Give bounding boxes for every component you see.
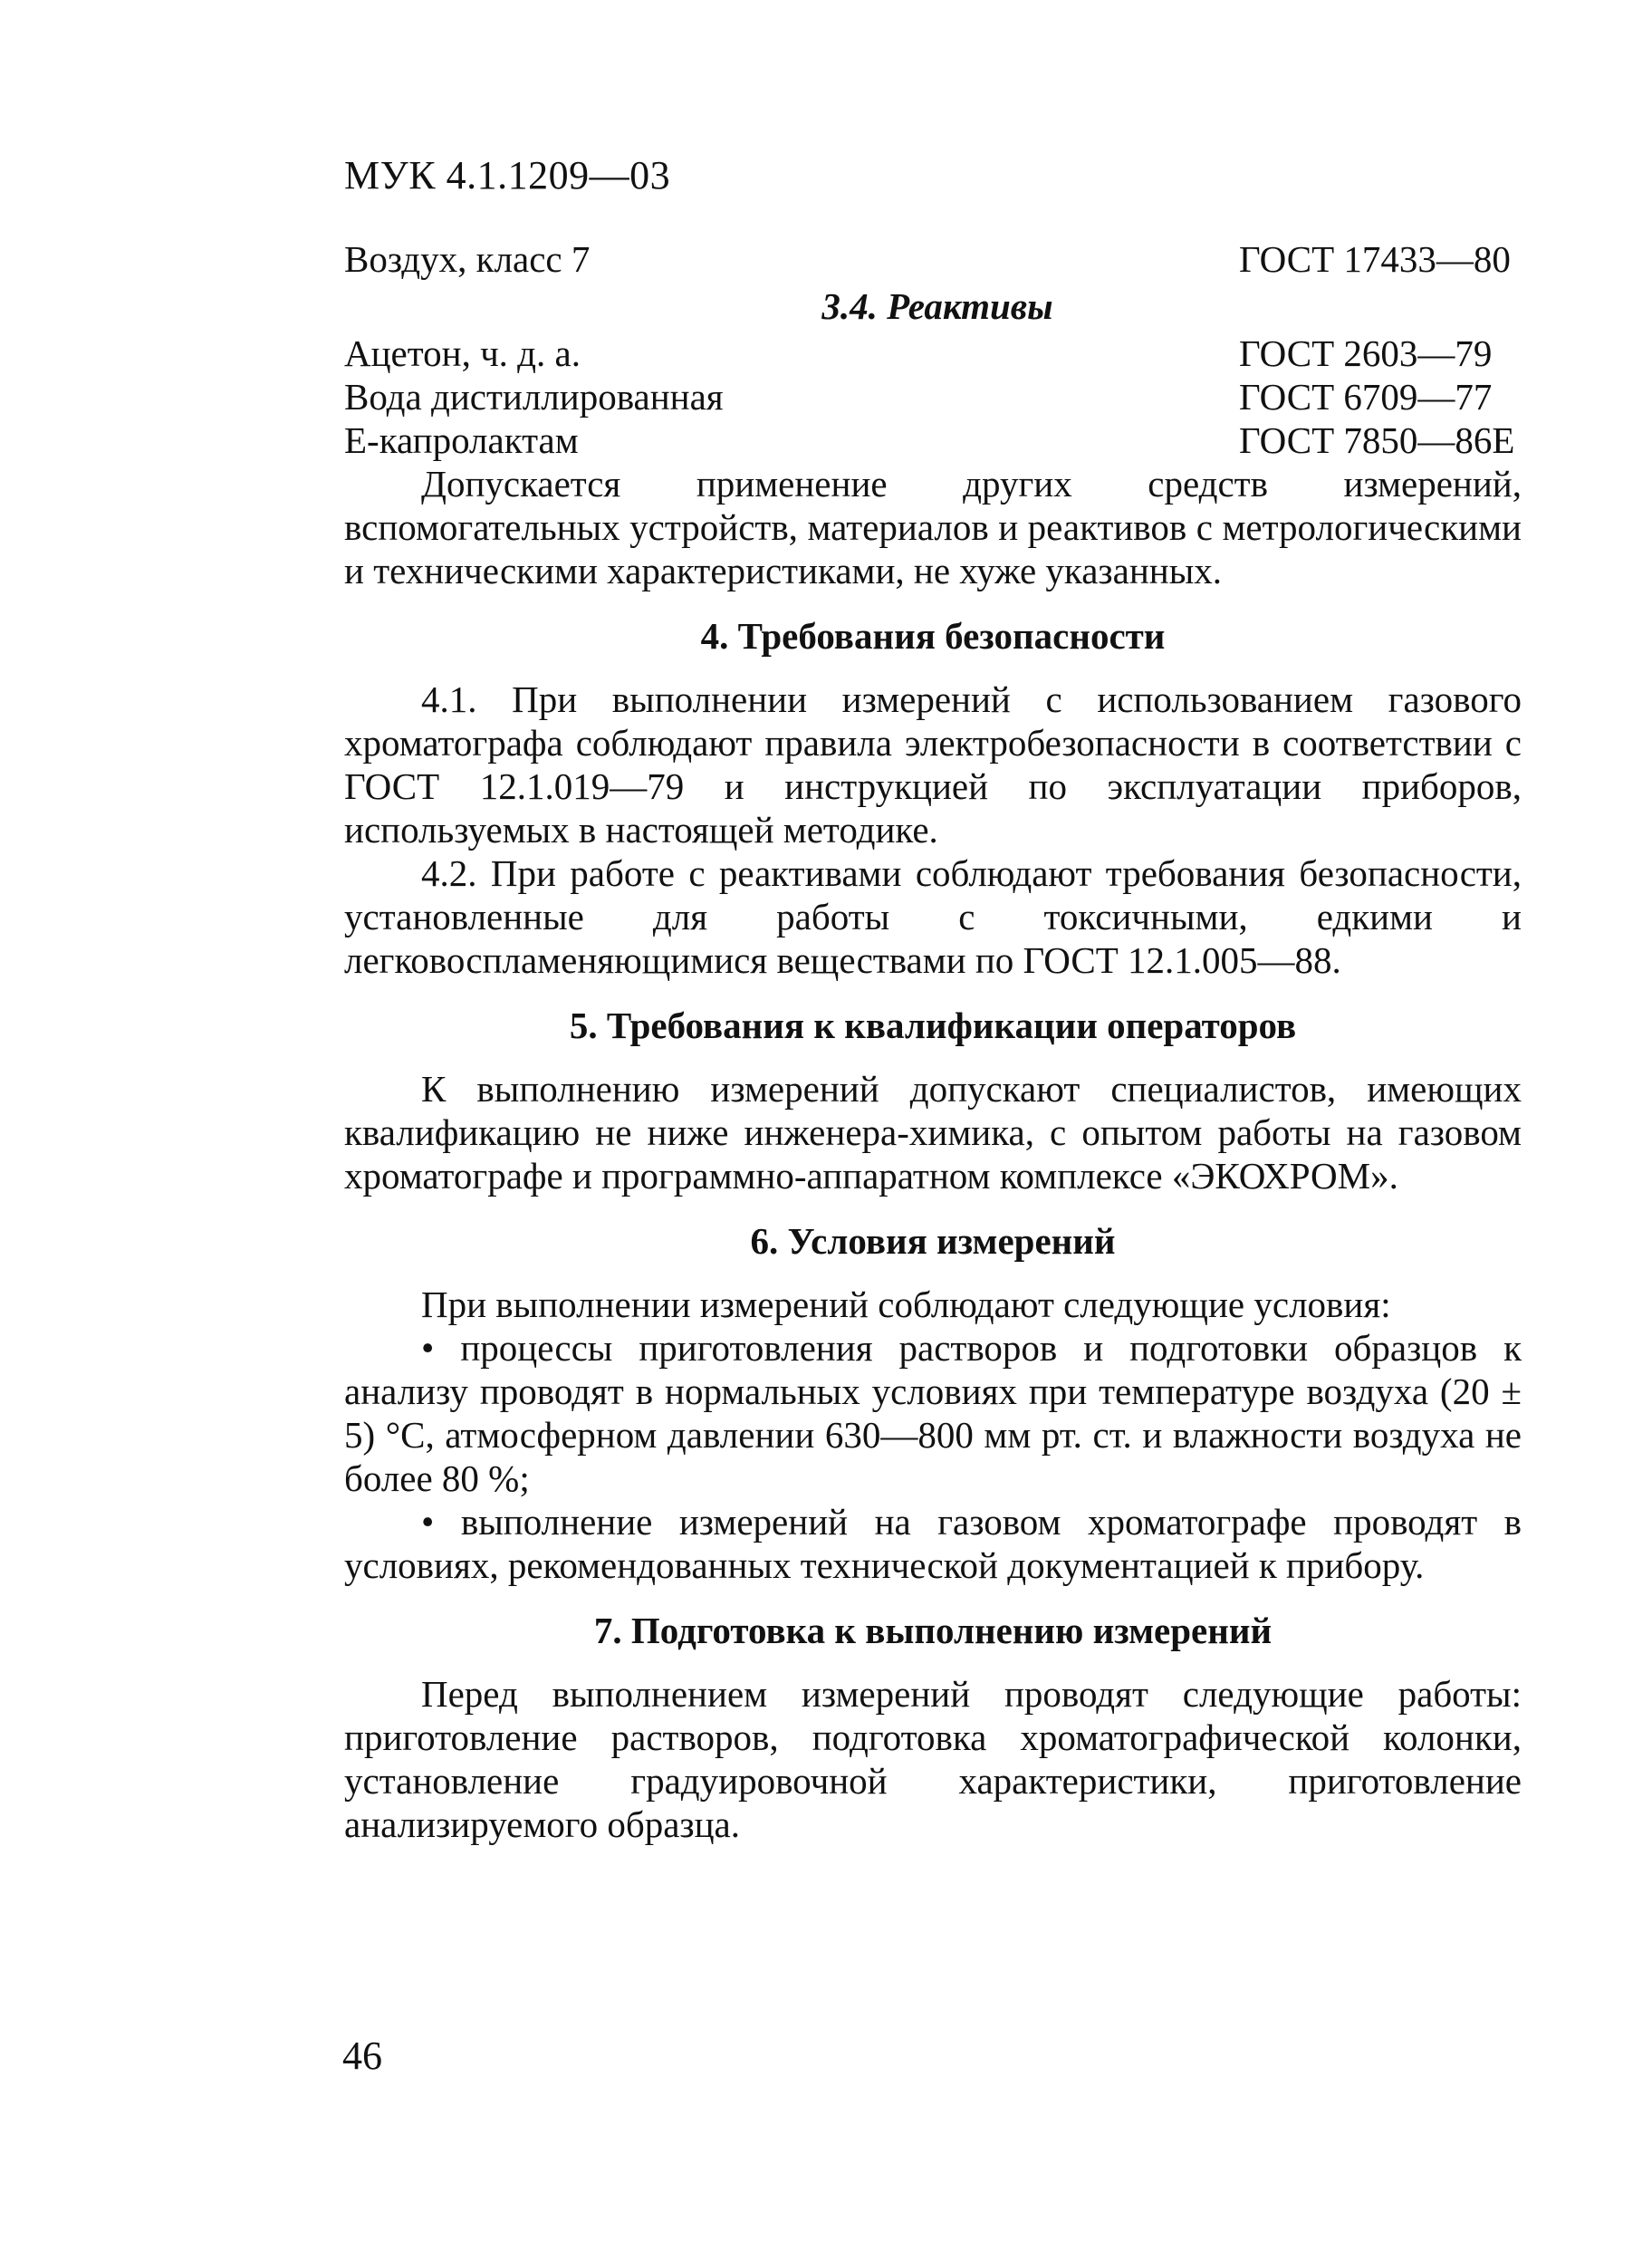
reagent-standard: ГОСТ 7850—86Е [1239,419,1515,461]
equipment-standard: ГОСТ 17433—80 [1239,238,1511,280]
section-7-paragraph-1: Перед выполнением измерений проводят следующие работы: приготовление растворов, подготовка хроматографической колонки, установление градуировочной характеристики, приготовление анализируемого образца. [344,1673,1522,1845]
reagent-name: Ацетон, ч. д. а. [344,332,581,374]
reagents-note: Допускается применение других средств измерений, вспомогательных устройств, материалов и реактивов с метрологическими и техническими характеристиками, не хуже указанных. [344,463,1522,591]
page-content [344,237,1522,1846]
section-5-heading: 5. Требования к квалификации операторов [569,1005,1297,1046]
reagents-heading: 3.4. Реактивы [821,285,1053,327]
section-6-bullet-2: • выполнение измерений на газовом хроматографе проводят в условиях, рекомендованных технической документацией к прибору. [344,1501,1522,1586]
document-code-header: МУК 4.1.1209—03 [344,153,671,197]
section-5-paragraph-1: К выполнению измерений допускают специалистов, имеющих квалификацию не ниже инженера-химика, с опытом работы на газовом хроматографе и программно-аппаратном комплексе «ЭКОХРОМ». [344,1068,1522,1197]
reagent-name: Вода дистиллированная [344,376,724,418]
section-6-intro: При выполнении измерений соблюдают следующие условия: [421,1284,1391,1325]
page-number: 46 [342,2034,382,2078]
equipment-name: Воздух, класс 7 [344,238,591,280]
reagent-row [344,375,1522,418]
reagent-standard: ГОСТ 6709—77 [1239,376,1493,418]
section-6-heading: 6. Условия измерений [750,1220,1116,1262]
reagent-row [344,332,1522,375]
reagent-name: Е-капролактам [344,419,579,461]
section-4-paragraph-1: 4.1. При выполнении измерений с использованием газового хроматографа соблюдают правила электробезопасности в соответствии с ГОСТ 12.1.019—79 и инструкцией по эксплуатации приборов, используемых в настоящей методике. [344,678,1522,851]
reagent-row [344,418,1522,462]
section-7-heading: 7. Подготовка к выполнению измерений [593,1610,1273,1651]
section-6-bullet-1: • процессы приготовления растворов и подготовки образцов к анализу проводят в нормальных условиях при температуре воздуха (20 ± 5) °С, атмосферном давлении 630—800 мм рт. ст. и влажности воздуха не более 80 %; [344,1327,1522,1499]
equipment-row [344,237,1522,281]
section-4-paragraph-2: 4.2. При работе с реактивами соблюдают требования безопасности, установленные для работы с токсичными, едкими и легковоспламеняющимися веществами по ГОСТ 12.1.005—88. [344,852,1522,981]
reagent-standard: ГОСТ 2603—79 [1239,332,1493,374]
section-4-heading: 4. Требования безопасности [700,615,1166,657]
